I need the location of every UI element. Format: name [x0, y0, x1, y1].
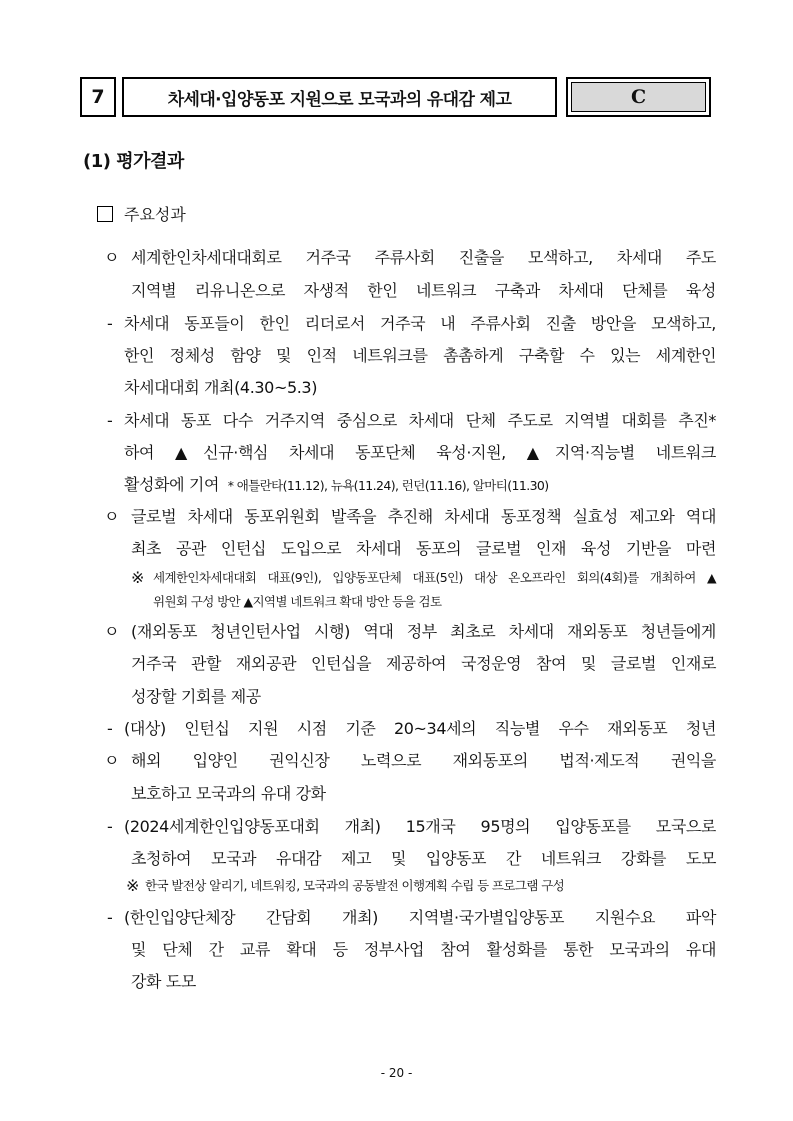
- footnote-cities: * 애틀란타(11.12), 뉴욕(11.24), 런던(11.16), 알마티(11.30): [227, 478, 549, 493]
- body-line: 지역별 리유니온으로 자생적 한인 네트워크 구축과 차세대 단체를 육성: [131, 281, 716, 300]
- circle-bullet: ㅇ: [104, 622, 120, 641]
- body-line: 보호하고 모국과의 유대 강화: [131, 784, 326, 803]
- body-line: (2024세계한인입양동포대회 개최) 15개국 95명의 입양동포를 모국으로: [124, 817, 716, 836]
- body-line: 차세대 동포들이 한인 리더로서 거주국 내 주류사회 진출 방안을 모색하고,: [124, 314, 716, 333]
- circle-bullet: ㅇ: [104, 507, 120, 526]
- subheading-text: 주요성과: [124, 205, 186, 224]
- page-number: - 20 -: [380, 1066, 413, 1080]
- grade-badge: C: [571, 82, 706, 112]
- body-line: 거주국 관할 재외공관 인턴십을 제공하여 국정운영 참여 및 글로벌 인재로: [131, 654, 716, 673]
- body-line: [124, 474, 549, 497]
- dash-bullet: -: [107, 908, 113, 927]
- body-line: 성장할 기회를 제공: [131, 687, 261, 706]
- body-line: (재외동포 청년인턴사업 시행) 역대 정부 최초로 차세대 재외동포 청년들에게: [131, 622, 716, 641]
- dash-bullet: -: [107, 314, 113, 333]
- dash-bullet: -: [107, 817, 113, 836]
- body-line: 한인 정체성 함양 및 인적 네트워크를 촘촘하게 구축할 수 있는 세계한인: [124, 346, 716, 365]
- body-line: 하여 ▲신규·핵심 차세대 동포단체 육성·지원, ▲지역·직능별 네트워크: [124, 443, 716, 462]
- dash-bullet: -: [107, 719, 113, 738]
- body-line: (한인입양단체장 간담회 개최) 지역별·국가별입양동포 지원수요 파악: [124, 908, 716, 927]
- body-line: 강화 도모: [131, 972, 196, 991]
- note-mark: ※: [126, 876, 139, 895]
- evaluation-heading: (1) 평가결과: [83, 151, 184, 172]
- key-achievements-heading: [97, 202, 186, 225]
- section-number: 7: [80, 77, 116, 117]
- note-mark: ※: [131, 568, 144, 587]
- body-line: 최초 공관 인턴십 도입으로 차세대 동포의 글로벌 인재 육성 기반을 마련: [131, 539, 716, 558]
- body-line: 및 단체 간 교류 확대 등 정부사업 참여 활성화를 통한 모국과의 유대: [131, 940, 716, 959]
- body-line: (대상) 인턴십 지원 시점 기준 20~34세의 직능별 우수 재외동포 청년: [124, 719, 716, 738]
- grade-frame: [566, 77, 711, 117]
- circle-bullet: ㅇ: [104, 248, 120, 267]
- square-bullet-icon: [97, 206, 113, 222]
- body-line: 세계한인차세대대회로 거주국 주류사회 진출을 모색하고, 차세대 주도: [131, 248, 716, 267]
- note-line: 위원회 구성 방안 ▲지역별 네트워크 확대 방안 등을 검토: [153, 594, 442, 609]
- body-line: 차세대대회 개최(4.30~5.3): [124, 378, 318, 397]
- circle-bullet: ㅇ: [104, 751, 120, 770]
- body-line: 글로벌 차세대 동포위원회 발족을 추진해 차세대 동포정책 실효성 제고와 역대: [131, 507, 716, 526]
- section-title: 차세대·입양동포 지원으로 모국과의 유대감 제고: [122, 77, 557, 117]
- dash-bullet: -: [107, 411, 113, 430]
- body-line: 해외 입양인 권익신장 노력으로 재외동포의 법적·제도적 권익을: [131, 751, 716, 770]
- body-text: 활성화에 기여: [124, 475, 220, 494]
- body-line: 초청하여 모국과 유대감 제고 및 입양동포 간 네트워크 강화를 도모: [131, 849, 716, 868]
- body-line: 차세대 동포 다수 거주지역 중심으로 차세대 단체 주도로 지역별 대회를 추진*: [124, 411, 716, 430]
- note-line: 한국 발전상 알리기, 네트워킹, 모국과의 공동발전 이행계획 수립 등 프로그램 구성: [145, 878, 565, 893]
- note-line: 세계한인차세대대회 대표(9인), 입양동포단체 대표(5인) 대상 온오프라인 회의(4회)를 개최하여 ▲: [153, 570, 716, 585]
